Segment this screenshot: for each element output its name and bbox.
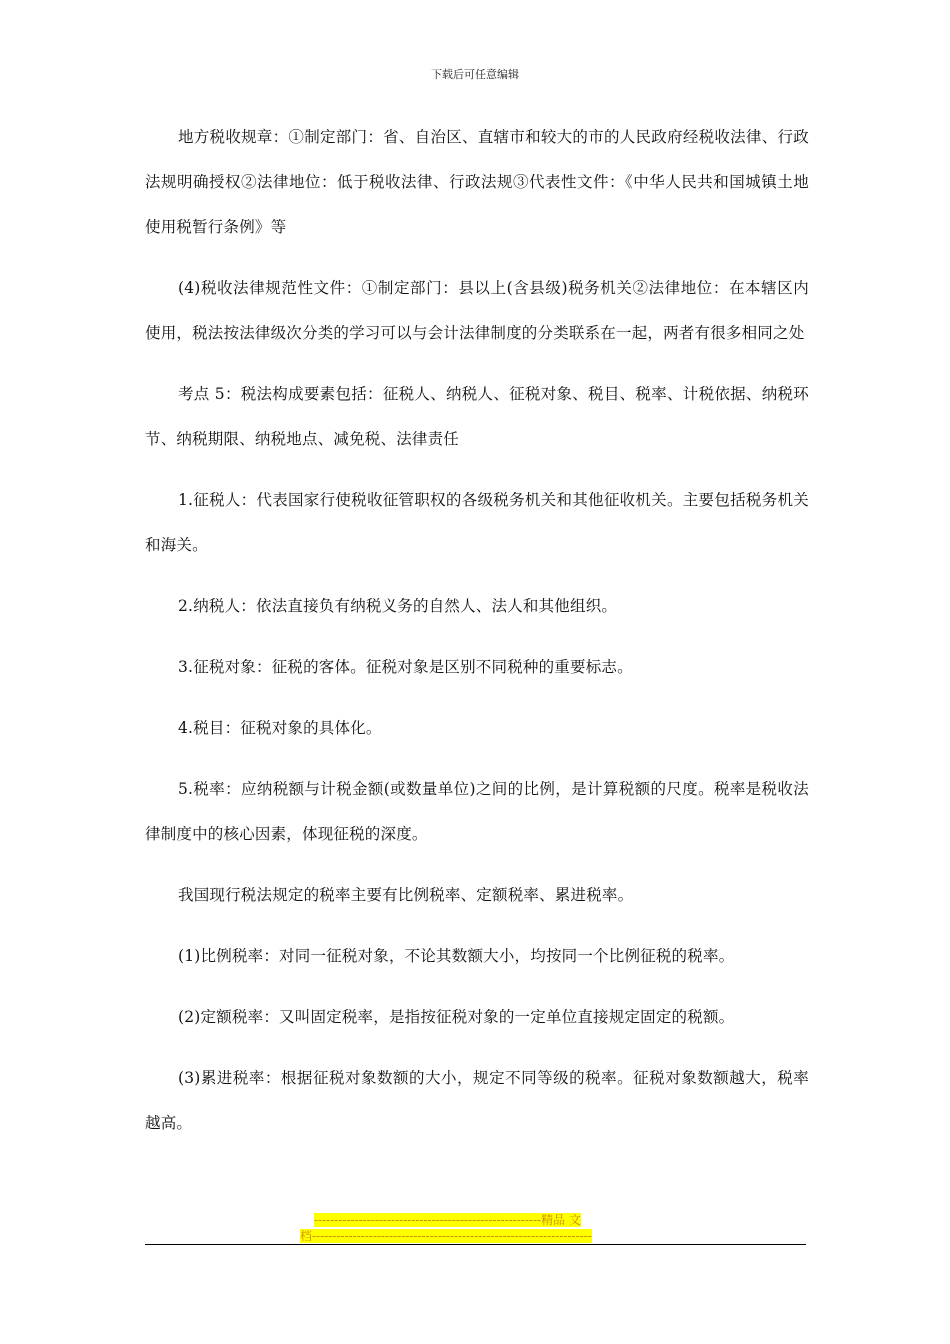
paragraph-tax-collector: 1.征税人：代表国家行使税收征管职权的各级税务机关和其他征收机关。主要包括税务机关和海关。 bbox=[145, 491, 809, 554]
footer-line-2: 档--------------------------------------------------------------------- bbox=[300, 1229, 592, 1243]
paragraph-tax-item: 4.税目：征税对象的具体化。 bbox=[178, 719, 382, 737]
paragraph-proportional-rate: (1)比例税率：对同一征税对象，不论其数额大小，均按同一个比例征税的税率。 bbox=[178, 947, 735, 965]
footer-line-1: --------------------------------------------------------精品 文 bbox=[314, 1213, 581, 1227]
paragraph-normative-documents: (4)税收法律规范性文件：①制定部门：县以上(含县级)税务机关②法律地位：在本辖区内使用，税法按法律级次分类的学习可以与会计法律制度的分类联系在一起，两者有很多相同之处 bbox=[145, 279, 809, 342]
footer-divider bbox=[145, 1244, 806, 1245]
paragraph-taxpayer: 2.纳税人：依法直接负有纳税义务的自然人、法人和其他组织。 bbox=[178, 597, 618, 615]
paragraph-fixed-rate: (2)定额税率：又叫固定税率，是指按征税对象的一定单位直接规定固定的税额。 bbox=[178, 1008, 735, 1026]
page-footer bbox=[300, 1212, 650, 1244]
paragraph-key-point-5: 考点 5：税法构成要素包括：征税人、纳税人、征税对象、税目、税率、计税依据、纳税环节、纳税期限、纳税地点、减免税、法律责任 bbox=[145, 385, 809, 448]
paragraph-rate-types: 我国现行税法规定的税率主要有比例税率、定额税率、累进税率。 bbox=[178, 886, 634, 904]
document-body bbox=[145, 115, 809, 1162]
paragraph-progressive-rate: (3)累进税率：根据征税对象数额的大小，规定不同等级的税率。征税对象数额越大，税率越高。 bbox=[145, 1069, 809, 1132]
paragraph-local-tax-rules: 地方税收规章：①制定部门：省、自治区、直辖市和较大的市的人民政府经税收法律、行政法规明确授权②法律地位：低于税收法律、行政法规③代表性文件：《中华人民共和国城镇土地使用税暂行条例》等 bbox=[145, 128, 809, 236]
paragraph-tax-rate: 5.税率：应纳税额与计税金额(或数量单位)之间的比例，是计算税额的尺度。税率是税收法律制度中的核心因素，体现征税的深度。 bbox=[145, 780, 809, 843]
page-header: 下载后可任意编辑 bbox=[431, 68, 519, 81]
paragraph-tax-object: 3.征税对象：征税的客体。征税对象是区别不同税种的重要标志。 bbox=[178, 658, 633, 676]
